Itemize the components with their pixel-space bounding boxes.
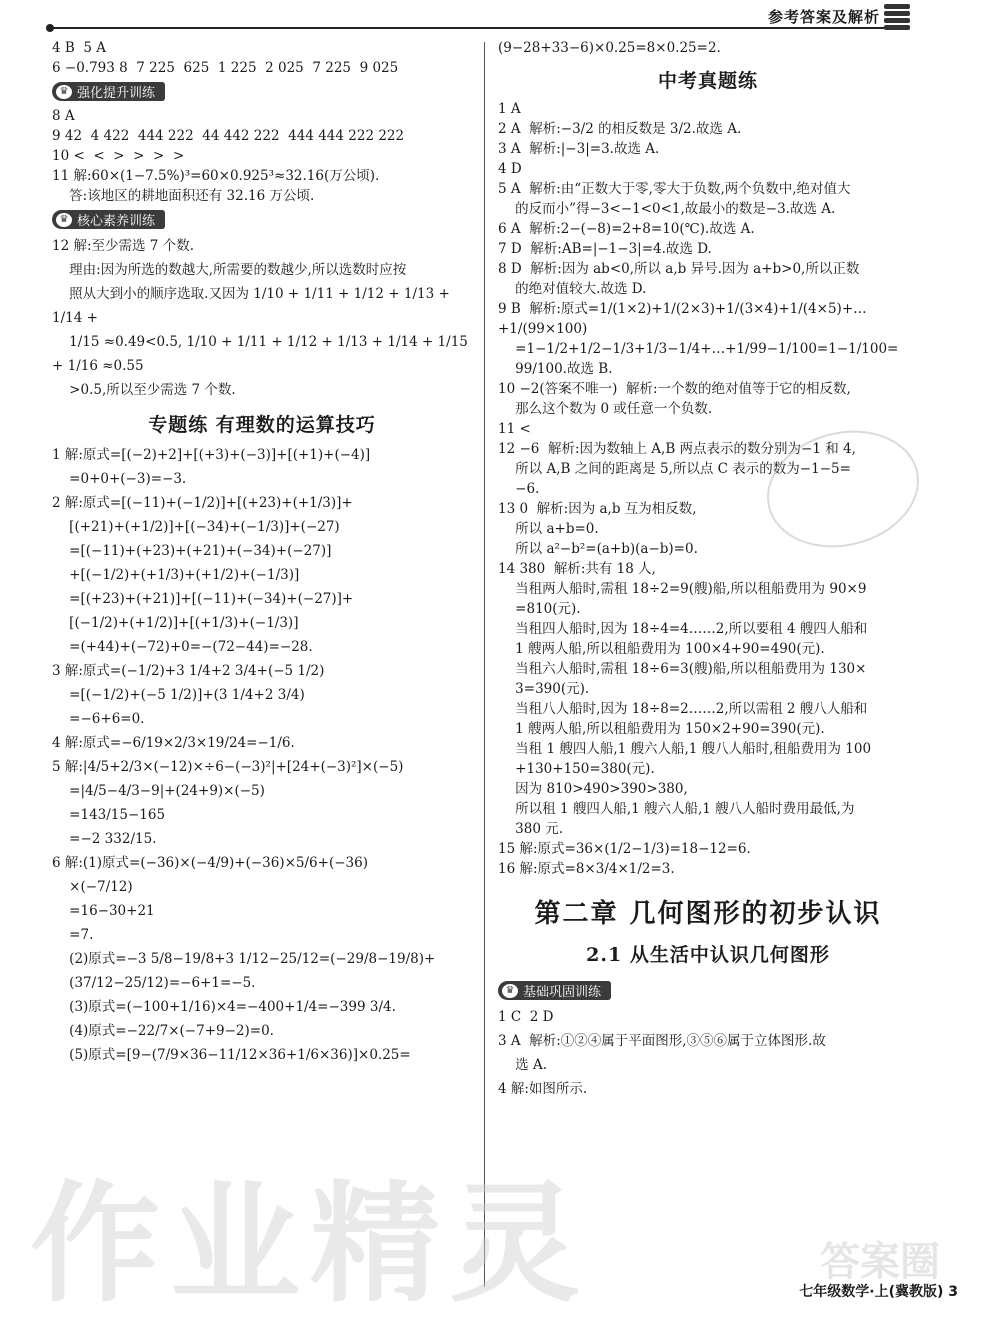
answer-line: 8 D 解析:因为 ab<0,所以 a,b 异号.因为 a+b>0,所以正数: [498, 261, 860, 277]
answer-line: 5 解:|4/5+2/3×(−12)×÷6−(−3)²|+[24+(−3)²]×(−5): [52, 759, 404, 775]
answer-line: [(+21)+(+1/2)]+[(−34)+(−1/3)]+(−27): [52, 519, 340, 535]
answer-line: 11 解:60×(1−7.5%)³=60×0.925³≈32.16(万公顷).: [52, 168, 380, 184]
section-badge-basic: [498, 981, 611, 1000]
answer-line: 当租四人船时,因为 18÷4=4……2,所以要租 4 艘四人船和: [498, 621, 868, 637]
section-title-exam: 中考真题练: [657, 70, 758, 92]
answer-line: 1 艘两人船,所以租船费用为 150×2+90=390(元).: [498, 721, 825, 737]
answer-line: [(−1/2)+(+1/2)]+[(+1/3)+(−1/3)]: [52, 615, 299, 631]
answer-line: 10 < < > > > >: [52, 148, 185, 164]
answer-line: 99/100.故选 B.: [498, 361, 613, 377]
answer-line: 当租八人船时,因为 18÷8=2……2,所以需租 2 艘八人船和: [498, 701, 868, 717]
answer-line: 4 解:原式=−6/19×2/3×19/24=−1/6.: [52, 735, 295, 751]
answer-line: 因为 810>490>390>380,: [498, 781, 688, 797]
header-rule: [50, 27, 905, 29]
answer-line: 8 A: [52, 108, 75, 124]
crown-icon: ♛: [56, 213, 72, 227]
answer-line: 1 A: [498, 101, 521, 117]
answer-line: 2 A 解析:−3/2 的相反数是 3/2.故选 A.: [498, 121, 742, 137]
watermark-text: 作业精灵: [30, 1168, 591, 1320]
answer-line: 1 C 2 D: [498, 1009, 554, 1025]
answer-line: 12 −6 解析:因为数轴上 A,B 两点表示的数分别为−1 和 4,: [498, 441, 856, 457]
answer-line: =−2 332/15.: [52, 831, 157, 847]
answer-line: (5)原式=[9−(7/9×36−11/12×36+1/6×36)]×0.25=: [52, 1047, 411, 1063]
column-divider: [484, 42, 485, 1287]
answer-line: =1−1/2+1/2−1/3+1/3−1/4+…+1/99−1/100=1−1/100=: [498, 341, 899, 357]
answers-block-2: [52, 106, 472, 206]
answers-block-1: [52, 38, 472, 78]
answer-line: 的反而小”得−3<−1<0<1,故最小的数是−3.故选 A.: [498, 201, 836, 217]
answer-line: 6 解:(1)原式=(−36)×(−4/9)+(−36)×5/6+(−36): [52, 855, 368, 871]
answer-line: 当租两人船时,需租 18÷2=9(艘)船,所以租船费用为 90×9: [498, 581, 867, 597]
answer-line: 14 380 解析:共有 18 人,: [498, 561, 656, 577]
answer-line: ×(−7/12): [52, 879, 133, 895]
answer-line: 15 解:原式=36×(1/2−1/3)=18−12=6.: [498, 841, 751, 857]
watermark-logo: 答案圈: [820, 1239, 940, 1285]
answer-line: 2 解:原式=[(−11)+(−1/2)]+[(+23)+(+1/3)]+: [52, 495, 353, 511]
answer-line: =16−30+21: [52, 903, 155, 919]
answer-line: 那么这个数为 0 或任意一个负数.: [498, 401, 713, 417]
answer-line: =[(+23)+(+21)]+[(−11)+(−34)+(−27)]+: [52, 591, 354, 607]
answer-line: 6 A 解析:2−(−8)=2+8=10(℃).故选 A.: [498, 221, 755, 237]
answers-block-continued: [498, 38, 918, 58]
answer-line: 6 −0.793 8 7 225 625 1 225 2 025 7 225 9 025: [52, 60, 399, 76]
answer-line: =[(−11)+(+23)+(+21)+(−34)+(−27)]: [52, 543, 332, 559]
answer-line: =143/15−165: [52, 807, 166, 823]
answer-line: =810(元).: [498, 601, 581, 617]
answer-line: −6.: [498, 481, 540, 497]
answer-line: 3 A 解析:|−3|=3.故选 A.: [498, 141, 660, 157]
answers-block-geometry: [498, 1005, 918, 1101]
answer-line: +[(−1/2)+(+1/3)+(+1/2)+(−1/3)]: [52, 567, 300, 583]
answer-line: =0+0+(−3)=−3.: [52, 471, 187, 487]
answer-line: =|4/5−4/3−9|+(24+9)×(−5): [52, 783, 265, 799]
answer-line: 照从大到小的顺序选取.又因为 1/10 + 1/11 + 1/12 + 1/13 + 1/14 +: [52, 286, 455, 326]
answer-line: 5 A 解析:由“正数大于零,零大于负数,两个负数中,绝对值大: [498, 181, 851, 197]
answer-line: 3 A 解析:①②④属于平面图形,③⑤⑥属于立体图形.故: [498, 1033, 826, 1049]
chapter-title: 第二章 几何图形的初步认识: [534, 899, 882, 929]
answer-line: 所以 a+b=0.: [498, 521, 599, 537]
right-column: [498, 38, 918, 1101]
answer-line: +130+150=380(元).: [498, 761, 655, 777]
answer-line: (9−28+33−6)×0.25=8×0.25=2.: [498, 40, 721, 56]
answer-line: 11 <: [498, 421, 531, 437]
answer-line: 1/15 ≈0.49<0.5, 1/10 + 1/11 + 1/12 + 1/13 + 1/14 + 1/15 + 1/16 ≈0.55: [52, 334, 473, 374]
answer-line: (3)原式=(−100+1/16)×4=−400+1/4=−399 3/4.: [52, 999, 396, 1015]
answer-line: 10 −2(答案不唯一) 解析:一个数的绝对值等于它的相反数,: [498, 381, 851, 397]
badge-label: 核心素养训练: [77, 214, 156, 229]
answer-line: 4 D: [498, 161, 522, 177]
answer-line: 4 解:如图所示.: [498, 1081, 588, 1097]
answer-line: 3 解:原式=(−1/2)+3 1/4+2 3/4+(−5 1/2): [52, 663, 325, 679]
answer-line: 4 B 5 A: [52, 40, 107, 56]
answer-line: 16 解:原式=8×3/4×1/2=3.: [498, 861, 675, 877]
badge-label: 强化提升训练: [77, 86, 156, 101]
answer-line: (2)原式=−3 5/8−19/8+3 1/12−25/12=(−29/8−19/8)+: [52, 951, 436, 967]
answer-line: 当租 1 艘四人船,1 艘六人船,1 艘八人船时,租船费用为 100: [498, 741, 872, 757]
header-title: 参考答案及解析: [767, 8, 880, 26]
answer-line: 7 D 解析:AB=|−1−3|=4.故选 D.: [498, 241, 712, 257]
answer-line: =(+44)+(−72)+0=−(72−44)=−28.: [52, 639, 313, 655]
answer-line: =−6+6=0.: [52, 711, 145, 727]
left-column: [52, 38, 472, 1067]
answers-block-4: [52, 443, 472, 1067]
section-badge-strengthen: [52, 82, 165, 101]
crown-icon: ♛: [502, 984, 518, 998]
answer-line: 答:该地区的耕地面积还有 32.16 万公顷.: [52, 188, 315, 204]
answer-line: 选 A.: [498, 1057, 548, 1073]
answer-line: 的绝对值较大.故选 D.: [498, 281, 647, 297]
answer-line: 9 42 4 422 444 222 44 442 222 444 444 222 222: [52, 128, 405, 144]
answer-line: 所以租 1 艘四人船,1 艘六人船,1 艘八人船时费用最低,为: [498, 801, 855, 817]
answer-line: 理由:因为所选的数越大,所需要的数越少,所以选数时应按: [52, 262, 407, 278]
subsection-title: 2.1 从生活中认识几何图形: [586, 944, 830, 966]
answer-line: 所以 A,B 之间的距离是 5,所以点 C 表示的数为−1−5=: [498, 461, 851, 477]
answer-line: 12 解:至少需选 7 个数.: [52, 238, 194, 254]
answer-line: 13 0 解析:因为 a,b 互为相反数,: [498, 501, 697, 517]
answer-line: 当租六人船时,需租 18÷6=3(艘)船,所以租船费用为 130×: [498, 661, 867, 677]
footer-text: 七年级数学·上(冀教版) 3: [799, 1284, 958, 1300]
answer-line: 1 解:原式=[(−2)+2]+[(+3)+(−3)]+[(+1)+(−4)]: [52, 447, 371, 463]
answer-line: 所以 a²−b²=(a+b)(a−b)=0.: [498, 541, 698, 557]
section-title-topic: 专题练 有理数的运算技巧: [148, 414, 376, 436]
answer-line: (37/12−25/12)=−6+1=−5.: [52, 975, 256, 991]
answer-line: 9 B 解析:原式=1/(1×2)+1/(2×3)+1/(3×4)+1/(4×5)+…+1/(99×100): [498, 301, 867, 337]
answer-line: 380 元.: [498, 821, 564, 837]
answer-line: =7.: [52, 927, 94, 943]
section-badge-core: [52, 210, 165, 229]
badge-label: 基础巩固训练: [523, 985, 602, 1000]
answer-line: >0.5,所以至少需选 7 个数.: [52, 382, 236, 398]
answer-line: (4)原式=−22/7×(−7+9−2)=0.: [52, 1023, 274, 1039]
answer-line: 3=390(元).: [498, 681, 590, 697]
books-icon: [884, 4, 910, 32]
answer-line: =[(−1/2)+(−5 1/2)]+(3 1/4+2 3/4): [52, 687, 305, 703]
crown-icon: ♛: [56, 85, 72, 99]
answer-line: 1 艘两人船,所以租船费用为 100×4+90=490(元).: [498, 641, 825, 657]
answers-block-3: [52, 234, 472, 402]
